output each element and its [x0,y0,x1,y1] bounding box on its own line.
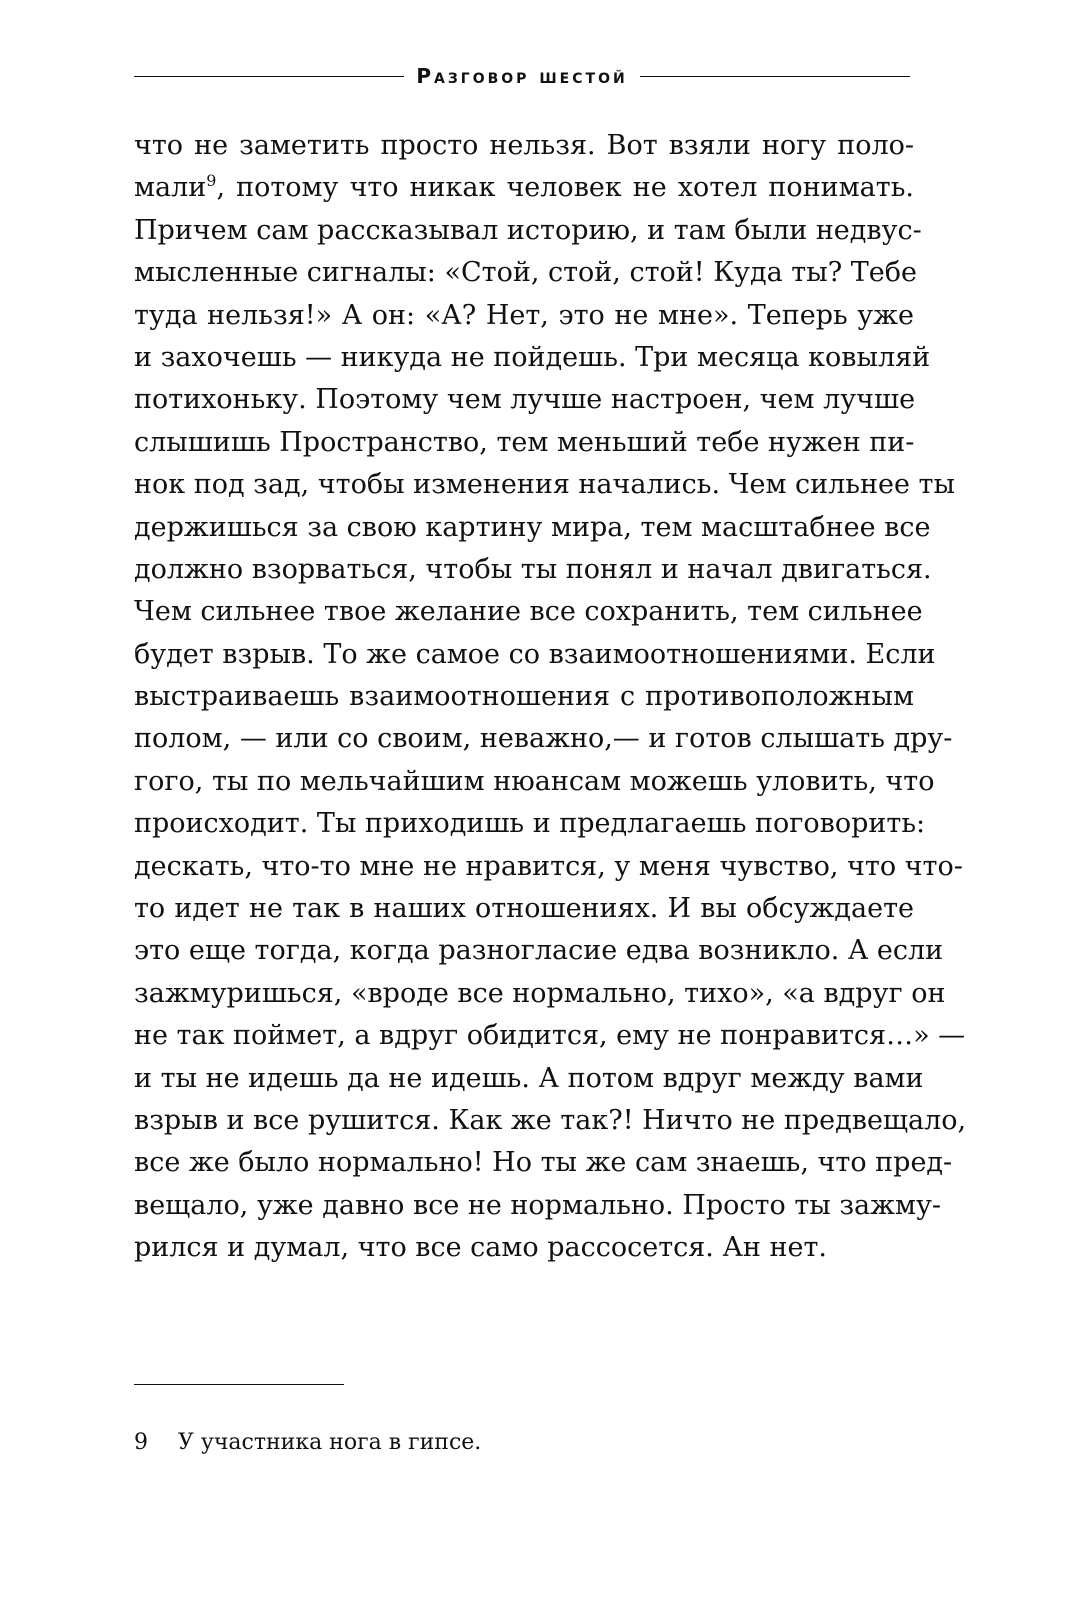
text-line: и захочешь — никуда не пойдешь. Три месяца ковыляй [134,341,931,373]
header-rule-left [134,76,404,77]
text-line: это еще тогда, когда разногласие едва возникло. А если [134,935,944,967]
text-line: Причем сам рассказывал историю, и там были недвус- [134,214,922,246]
text-fragment: мали [134,172,207,204]
text-line: слышишь Пространство, тем меньший тебе нужен пи- [134,426,915,458]
header-rule-right [640,76,910,77]
footnote-rule [134,1384,344,1385]
chapter-title: Разговор шестой [416,64,628,88]
text-line: рился и думал, что все само рассосется. Ан нет. [134,1232,827,1264]
text-line: что не заметить просто нельзя. Вот взяли ногу поло- [134,130,914,161]
footnote-text: У участника нога в гипсе. [178,1430,482,1455]
running-header [134,62,910,90]
text-line: происходит. Ты приходишь и предлагаешь поговорить: [134,808,926,840]
text-line: и ты не идешь да не идешь. А потом вдруг между вами [134,1062,924,1094]
text-line: зажмуришься, «вроде все нормально, тихо», «а вдруг он [134,977,946,1009]
text-fragment: , потому что никак человек не хотел понимать. [216,172,914,204]
footnote [134,1428,914,1458]
text-line: потихоньку. Поэтому чем лучше настроен, чем лучше [134,384,916,416]
text-line: будет взрыв. То же самое со взаимоотношениями. Если [134,638,936,670]
footnote-reference: 9 [206,171,217,191]
text-line: то идет не так в наших отношениях. И вы обсуждаете [134,893,914,925]
text-line: мысленные сигналы: «Стой, стой, стой! Куда ты? Тебе [134,257,917,289]
text-line: Чем сильнее твое желание все сохранить, тем сильнее [134,596,923,628]
body-text [134,125,967,1270]
text-line: туда нельзя!» А он: «А? Нет, это не мне». Теперь уже [134,299,914,331]
text-line: гого, ты по мельчайшим нюансам можешь уловить, что [134,765,935,797]
footnote-number: 9 [134,1430,148,1455]
text-line: вещало, уже давно все не нормально. Просто ты зажму- [134,1189,941,1221]
text-line: дескать, что-то мне не нравится, у меня чувство, что что- [134,850,963,882]
text-line: держишься за свою картину мира, тем масштабнее все [134,511,931,543]
text-line: полом, — или со своим, неважно,— и готов слышать дру- [134,723,953,755]
text-line [134,167,914,209]
text-line: взрыв и все рушится. Как же так?! Ничто не предвещало, [134,1104,967,1136]
text-line: выстраиваешь взаимоотношения с противоположным [134,681,914,713]
text-line: не так поймет, а вдруг обидится, ему не понравится…» — [134,1020,966,1052]
text-line: нок под зад, чтобы изменения начались. Чем сильнее ты [134,469,955,501]
text-line: должно взорваться, чтобы ты понял и начал двигаться. [134,553,932,585]
text-line: все же было нормально! Но ты же сам знаешь, что пред- [134,1147,953,1179]
